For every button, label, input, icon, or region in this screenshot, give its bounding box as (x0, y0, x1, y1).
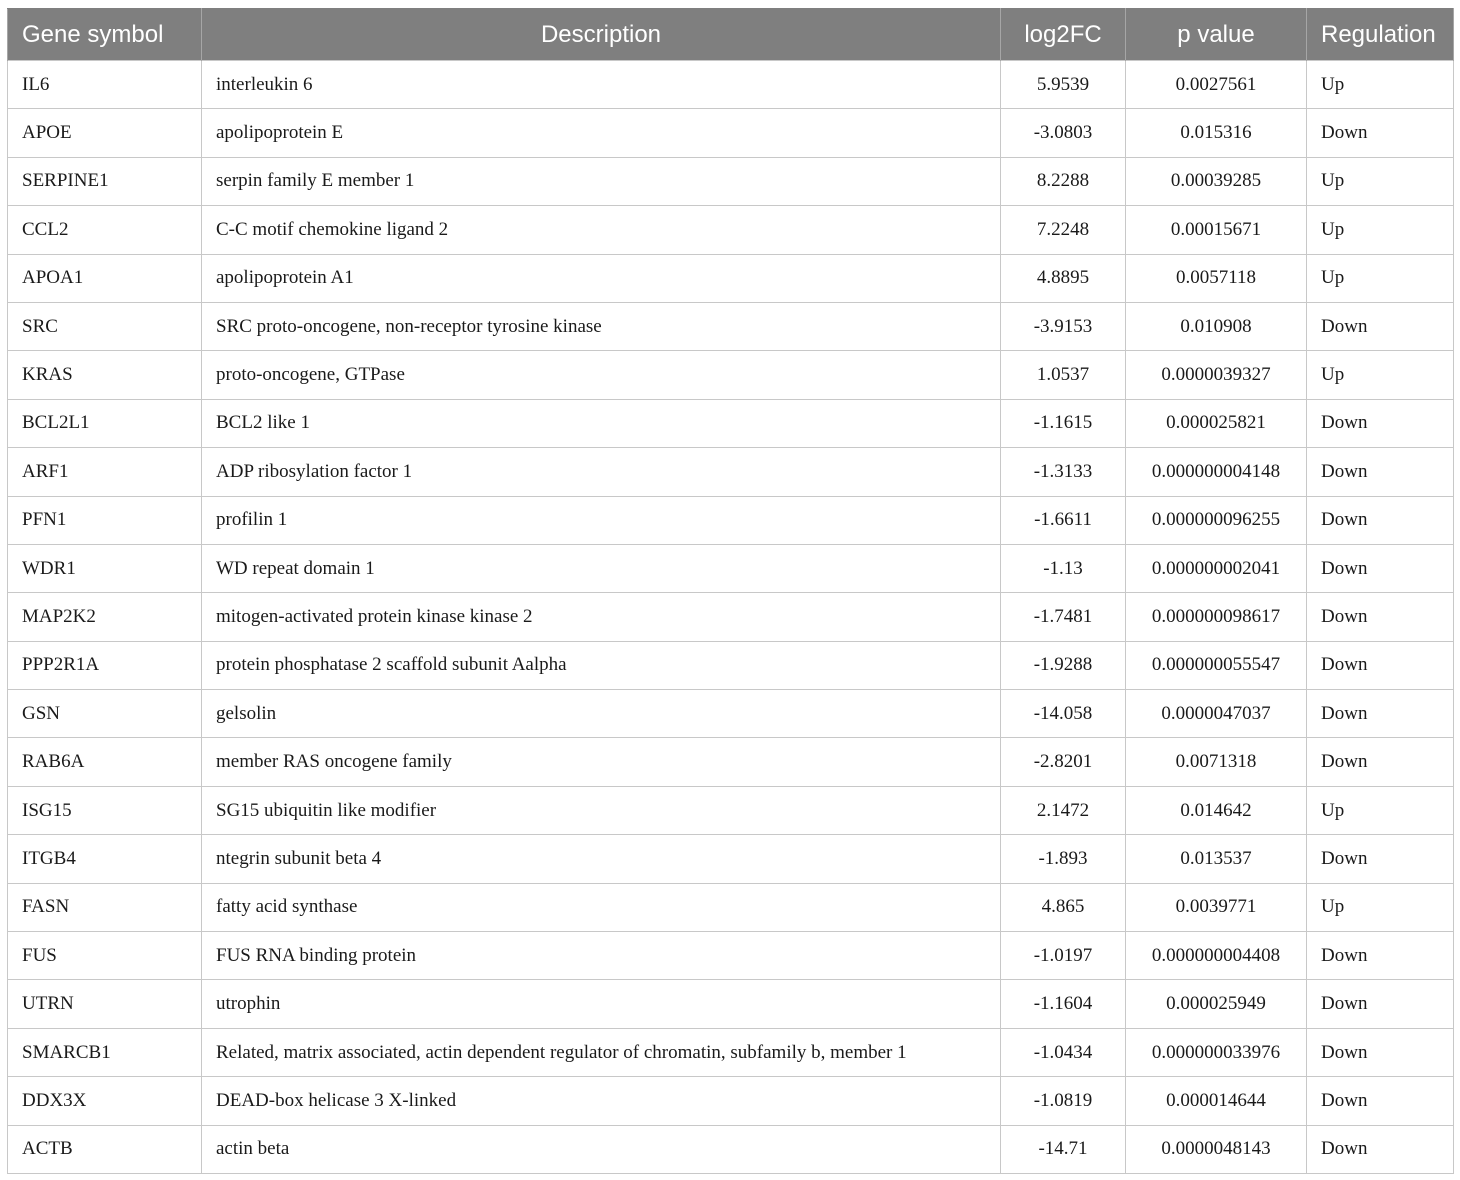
cell-p-value: 0.00039285 (1126, 157, 1307, 205)
cell-p-value: 0.000014644 (1126, 1077, 1307, 1125)
cell-log2fc: -1.9288 (1001, 641, 1126, 689)
cell-p-value: 0.014642 (1126, 786, 1307, 834)
cell-regulation: Down (1307, 448, 1454, 496)
cell-gene-symbol: SMARCB1 (8, 1028, 202, 1076)
cell-description: mitogen-activated protein kinase kinase 2 (202, 593, 1001, 641)
cell-p-value: 0.013537 (1126, 835, 1307, 883)
cell-log2fc: 8.2288 (1001, 157, 1126, 205)
table-row (8, 1028, 1454, 1076)
cell-log2fc: -1.1615 (1001, 399, 1126, 447)
cell-p-value: 0.0000047037 (1126, 690, 1307, 738)
cell-description: profilin 1 (202, 496, 1001, 544)
cell-regulation: Down (1307, 1028, 1454, 1076)
table-row (8, 1125, 1454, 1173)
cell-gene-symbol: ISG15 (8, 786, 202, 834)
cell-regulation: Up (1307, 883, 1454, 931)
cell-description: ADP ribosylation factor 1 (202, 448, 1001, 496)
header-description: Description (202, 9, 1001, 61)
header-p-value: p value (1126, 9, 1307, 61)
cell-log2fc: -1.0819 (1001, 1077, 1126, 1125)
cell-log2fc: -1.0197 (1001, 932, 1126, 980)
cell-description: WD repeat domain 1 (202, 544, 1001, 592)
cell-description: Related, matrix associated, actin dependent regulator of chromatin, subfamily b, member 1 (202, 1028, 1001, 1076)
header-log2fc: log2FC (1001, 9, 1126, 61)
cell-log2fc: 7.2248 (1001, 206, 1126, 254)
table-row (8, 641, 1454, 689)
cell-p-value: 0.000000004408 (1126, 932, 1307, 980)
table-row (8, 1077, 1454, 1125)
cell-p-value: 0.000000004148 (1126, 448, 1307, 496)
cell-p-value: 0.00015671 (1126, 206, 1307, 254)
cell-gene-symbol: KRAS (8, 351, 202, 399)
table-row (8, 883, 1454, 931)
cell-regulation: Down (1307, 690, 1454, 738)
cell-gene-symbol: PFN1 (8, 496, 202, 544)
cell-gene-symbol: ARF1 (8, 448, 202, 496)
cell-log2fc: -1.6611 (1001, 496, 1126, 544)
gene-table (7, 8, 1454, 1174)
cell-regulation: Down (1307, 980, 1454, 1028)
cell-description: SG15 ubiquitin like modifier (202, 786, 1001, 834)
cell-regulation: Down (1307, 109, 1454, 157)
table-row (8, 738, 1454, 786)
cell-regulation: Up (1307, 206, 1454, 254)
table-row (8, 690, 1454, 738)
header-regulation: Regulation (1307, 9, 1454, 61)
cell-gene-symbol: PPP2R1A (8, 641, 202, 689)
cell-description: serpin family E member 1 (202, 157, 1001, 205)
cell-log2fc: -3.0803 (1001, 109, 1126, 157)
cell-log2fc: -14.71 (1001, 1125, 1126, 1173)
cell-log2fc: 4.8895 (1001, 254, 1126, 302)
cell-p-value: 0.015316 (1126, 109, 1307, 157)
table-row (8, 593, 1454, 641)
cell-regulation: Down (1307, 1125, 1454, 1173)
cell-description: member RAS oncogene family (202, 738, 1001, 786)
cell-log2fc: 1.0537 (1001, 351, 1126, 399)
cell-p-value: 0.000025949 (1126, 980, 1307, 1028)
cell-description: C-C motif chemokine ligand 2 (202, 206, 1001, 254)
cell-description: ntegrin subunit beta 4 (202, 835, 1001, 883)
cell-p-value: 0.000000098617 (1126, 593, 1307, 641)
cell-regulation: Down (1307, 835, 1454, 883)
cell-description: fatty acid synthase (202, 883, 1001, 931)
cell-description: FUS RNA binding protein (202, 932, 1001, 980)
header-gene-symbol: Gene symbol (8, 9, 202, 61)
table-row (8, 496, 1454, 544)
table-row (8, 302, 1454, 350)
cell-gene-symbol: FASN (8, 883, 202, 931)
cell-description: DEAD-box helicase 3 X-linked (202, 1077, 1001, 1125)
cell-p-value: 0.0039771 (1126, 883, 1307, 931)
cell-regulation: Up (1307, 254, 1454, 302)
header-row (8, 9, 1454, 61)
cell-log2fc: -1.3133 (1001, 448, 1126, 496)
cell-log2fc: -1.7481 (1001, 593, 1126, 641)
cell-description: utrophin (202, 980, 1001, 1028)
table-row (8, 157, 1454, 205)
table-row (8, 980, 1454, 1028)
cell-p-value: 0.0071318 (1126, 738, 1307, 786)
table-body (8, 61, 1454, 1174)
cell-regulation: Down (1307, 738, 1454, 786)
cell-regulation: Down (1307, 496, 1454, 544)
cell-regulation: Up (1307, 351, 1454, 399)
cell-p-value: 0.000000096255 (1126, 496, 1307, 544)
cell-gene-symbol: APOA1 (8, 254, 202, 302)
cell-p-value: 0.0000039327 (1126, 351, 1307, 399)
cell-log2fc: -1.13 (1001, 544, 1126, 592)
table-row (8, 206, 1454, 254)
cell-p-value: 0.000000002041 (1126, 544, 1307, 592)
cell-log2fc: -2.8201 (1001, 738, 1126, 786)
cell-gene-symbol: SERPINE1 (8, 157, 202, 205)
cell-p-value: 0.0057118 (1126, 254, 1307, 302)
table-row (8, 61, 1454, 109)
cell-gene-symbol: UTRN (8, 980, 202, 1028)
cell-description: apolipoprotein A1 (202, 254, 1001, 302)
cell-regulation: Down (1307, 1077, 1454, 1125)
table-row (8, 448, 1454, 496)
cell-description: actin beta (202, 1125, 1001, 1173)
cell-log2fc: -1.1604 (1001, 980, 1126, 1028)
cell-log2fc: 2.1472 (1001, 786, 1126, 834)
cell-description: interleukin 6 (202, 61, 1001, 109)
cell-gene-symbol: IL6 (8, 61, 202, 109)
cell-p-value: 0.000000033976 (1126, 1028, 1307, 1076)
cell-description: protein phosphatase 2 scaffold subunit Aalpha (202, 641, 1001, 689)
cell-gene-symbol: MAP2K2 (8, 593, 202, 641)
cell-p-value: 0.010908 (1126, 302, 1307, 350)
cell-regulation: Down (1307, 641, 1454, 689)
cell-gene-symbol: FUS (8, 932, 202, 980)
cell-gene-symbol: ITGB4 (8, 835, 202, 883)
cell-p-value: 0.000000055547 (1126, 641, 1307, 689)
table-row (8, 399, 1454, 447)
cell-p-value: 0.0000048143 (1126, 1125, 1307, 1173)
table-row (8, 835, 1454, 883)
cell-regulation: Down (1307, 544, 1454, 592)
cell-regulation: Down (1307, 593, 1454, 641)
gene-table-container (7, 8, 1453, 1174)
cell-gene-symbol: DDX3X (8, 1077, 202, 1125)
cell-gene-symbol: APOE (8, 109, 202, 157)
cell-gene-symbol: CCL2 (8, 206, 202, 254)
table-header (8, 9, 1454, 61)
cell-regulation: Down (1307, 932, 1454, 980)
table-row (8, 351, 1454, 399)
cell-gene-symbol: WDR1 (8, 544, 202, 592)
cell-regulation: Up (1307, 61, 1454, 109)
cell-description: gelsolin (202, 690, 1001, 738)
cell-p-value: 0.0027561 (1126, 61, 1307, 109)
cell-log2fc: -14.058 (1001, 690, 1126, 738)
table-row (8, 109, 1454, 157)
cell-description: SRC proto-oncogene, non-receptor tyrosine kinase (202, 302, 1001, 350)
cell-regulation: Up (1307, 786, 1454, 834)
cell-gene-symbol: RAB6A (8, 738, 202, 786)
table-row (8, 786, 1454, 834)
cell-regulation: Down (1307, 302, 1454, 350)
cell-gene-symbol: GSN (8, 690, 202, 738)
cell-gene-symbol: BCL2L1 (8, 399, 202, 447)
cell-log2fc: 4.865 (1001, 883, 1126, 931)
cell-log2fc: -1.893 (1001, 835, 1126, 883)
cell-description: apolipoprotein E (202, 109, 1001, 157)
cell-log2fc: -1.0434 (1001, 1028, 1126, 1076)
cell-gene-symbol: ACTB (8, 1125, 202, 1173)
cell-regulation: Up (1307, 157, 1454, 205)
table-row (8, 254, 1454, 302)
table-row (8, 544, 1454, 592)
cell-log2fc: -3.9153 (1001, 302, 1126, 350)
cell-p-value: 0.000025821 (1126, 399, 1307, 447)
cell-description: proto-oncogene, GTPase (202, 351, 1001, 399)
cell-gene-symbol: SRC (8, 302, 202, 350)
cell-description: BCL2 like 1 (202, 399, 1001, 447)
cell-log2fc: 5.9539 (1001, 61, 1126, 109)
table-row (8, 932, 1454, 980)
cell-regulation: Down (1307, 399, 1454, 447)
